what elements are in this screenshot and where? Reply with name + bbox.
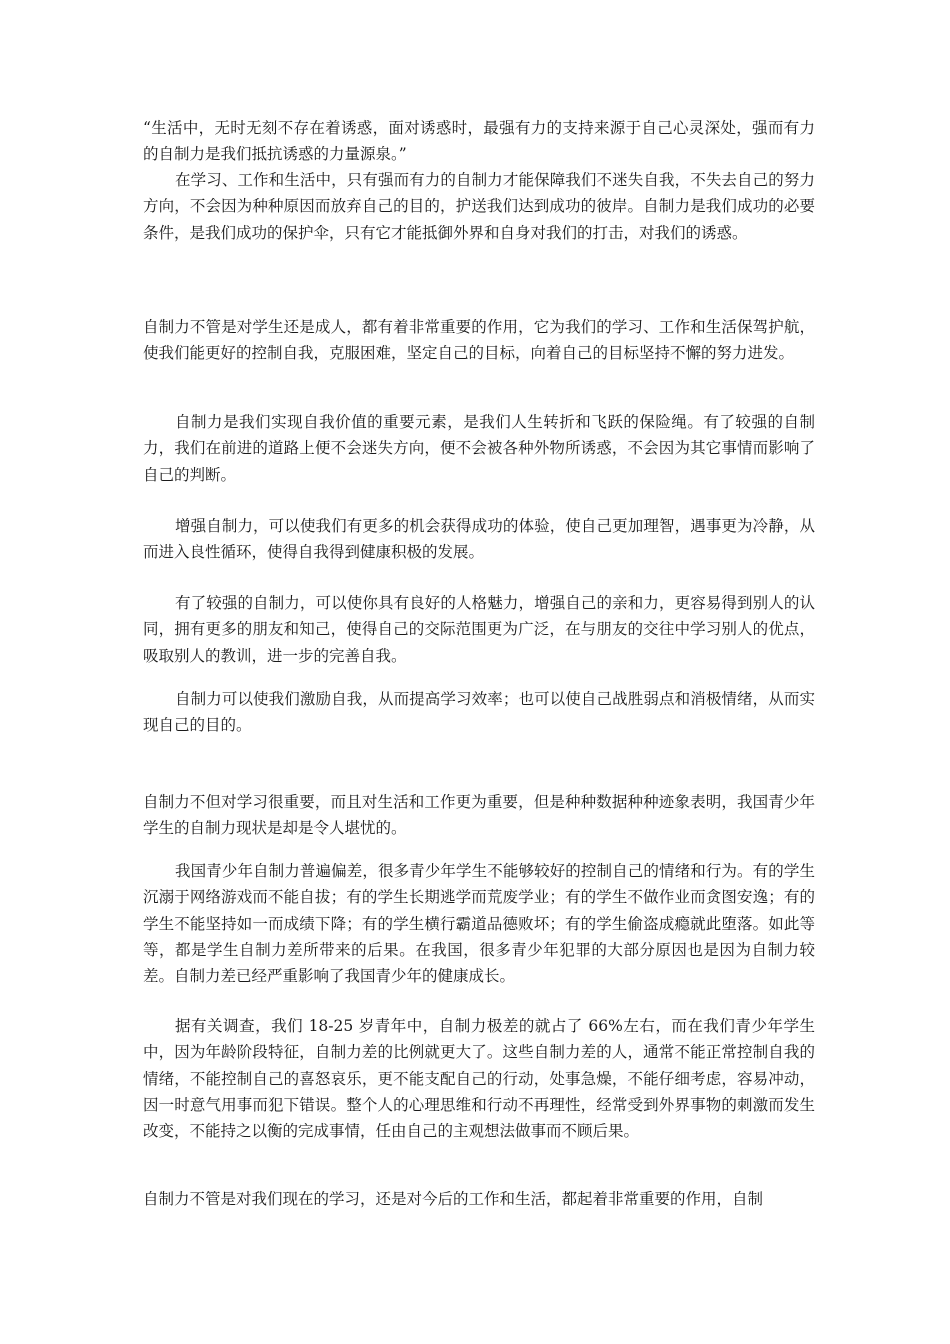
body-paragraph: 据有关调查，我们 18-25 岁青年中，自制力极差的就占了 66%左右，而在我们青少年学生中，因为年龄阶段特征，自制力差的比例就更大了。这些自制力差的人，通常不能正常控制自我的情绪，不能控制自己的喜怒哀乐，更不能支配自己的行动，处事急燥，不能仔细考虑，容易冲动，因一时意气用事而犯下错误。整个人的心理思维和行动不再理性，经常受到外界事物的刺激而发生改变，不能持之以衡的完成事情，任由自己的主观想法做事而不顾后果。 <box>143 1017 815 1141</box>
body-paragraph: 在学习、工作和生活中，只有强而有力的自制力才能保障我们不迷失自我，不失去自己的努力方向，不会因为种种原因而放弃自己的目的，护送我们达到成功的彼岸。自制力是我们成功的必要条件，是我们成功的保护伞，只有它才能抵御外界和自身对我们的打击，对我们的诱惑。 <box>143 171 815 242</box>
body-paragraph: 自制力可以使我们激励自我，从而提高学习效率；也可以使自己战胜弱点和消极情绪，从而实现自己的目的。 <box>143 690 815 735</box>
body-paragraph: 我国青少年自制力普遍偏差，很多青少年学生不能够较好的控制自己的情绪和行为。有的学生沉溺于网络游戏而不能自拔；有的学生长期逃学而荒废学业；有的学生不做作业而贪图安逸；有的学生不能坚持如一而成绩下降；有的学生横行霸道品德败坏；有的学生偷盗成瘾就此堕落。如此等等，都是学生自制力差所带来的后果。在我国，很多青少年犯罪的大部分原因也是因为自制力较差。自制力差已经严重影响了我国青少年的健康成长。 <box>143 862 815 986</box>
body-paragraph: 自制力不管是对学生还是成人，都有着非常重要的作用，它为我们的学习、工作和生活保驾护航，使我们能更好的控制自我，克服困难，坚定自己的目标，向着自己的目标坚持不懈的努力进发。 <box>143 318 815 363</box>
body-paragraph: 自制力是我们实现自我价值的重要元素，是我们人生转折和飞跃的保险绳。有了较强的自制力，我们在前进的道路上便不会迷失方向，便不会被各种外物所诱惑，不会因为其它事情而影响了自己的判断。 <box>143 413 815 484</box>
body-paragraph: 自制力不管是对我们现在的学习，还是对今后的工作和生活，都起着非常重要的作用，自制 <box>143 1190 764 1208</box>
quote-paragraph: “生活中，无时无刻不存在着诱惑，面对诱惑时，最强有力的支持来源于自己心灵深处，强而有力的自制力是我们抵抗诱惑的力量源泉。” <box>143 119 815 164</box>
body-paragraph: 增强自制力，可以使我们有更多的机会获得成功的体验，使自己更加理智，遇事更为冷静，从而进入良性循环，使得自我得到健康积极的发展。 <box>143 517 815 562</box>
body-paragraph: 有了较强的自制力，可以使你具有良好的人格魅力，增强自己的亲和力，更容易得到别人的认同，拥有更多的朋友和知己，使得自己的交际范围更为广泛，在与朋友的交往中学习别人的优点，吸取别人的教训，进一步的完善自我。 <box>143 594 815 665</box>
body-paragraph: 自制力不但对学习很重要，而且对生活和工作更为重要，但是种种数据种种迹象表明，我国青少年学生的自制力现状是却是令人堪忧的。 <box>143 793 815 838</box>
